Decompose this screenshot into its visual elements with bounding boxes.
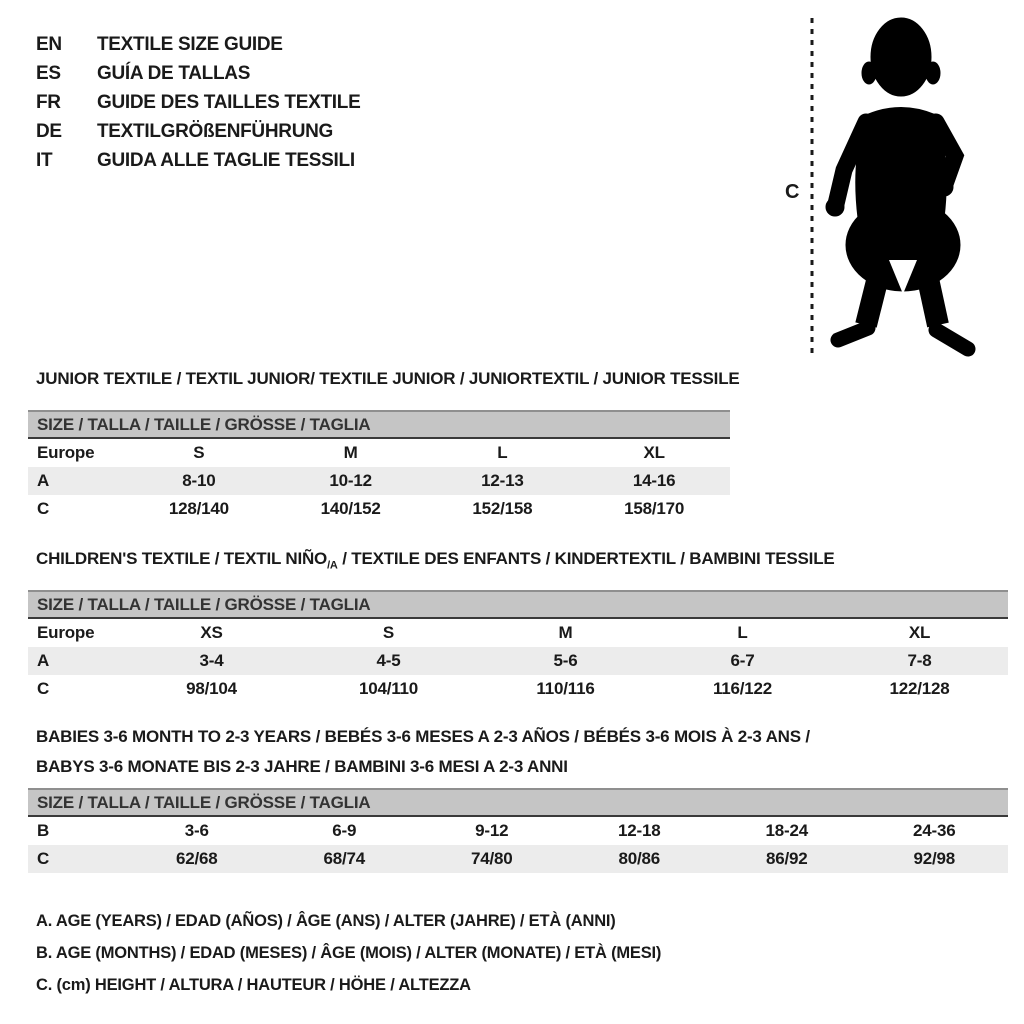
row-label: C xyxy=(37,679,50,698)
junior-size-table xyxy=(28,410,730,523)
language-code: IT xyxy=(36,149,53,171)
table-row-europe xyxy=(28,439,730,467)
table-cell: 18-24 xyxy=(765,821,808,840)
junior-table-body xyxy=(28,437,730,523)
children-table-body xyxy=(28,617,1008,703)
table-cell: 7-8 xyxy=(907,651,932,670)
table-row-europe xyxy=(28,619,1008,647)
table-cell: 104/110 xyxy=(358,679,419,698)
section-title-children-part1: CHILDREN'S TEXTILE / TEXTIL NIÑO xyxy=(36,549,328,568)
table-cell: 116/122 xyxy=(712,679,773,698)
row-label: Europe xyxy=(37,443,95,462)
table-cell: 12-13 xyxy=(481,471,524,490)
section-title-junior: JUNIOR TEXTILE / TEXTIL JUNIOR/ TEXTILE JUNIOR / JUNIORTEXTIL / JUNIOR TESSILE xyxy=(36,369,740,388)
table-cell: 3-6 xyxy=(184,821,209,840)
language-title: GUÍA DE TALLAS xyxy=(97,62,251,84)
language-code: ES xyxy=(36,62,61,84)
table-row-age-months xyxy=(28,817,1008,845)
table-cell: 10-12 xyxy=(329,471,372,490)
height-measure-label: C xyxy=(785,181,800,203)
language-code: FR xyxy=(36,91,61,113)
babies-table-body xyxy=(28,815,1008,873)
language-row-it xyxy=(36,146,360,175)
table-row-age xyxy=(28,467,730,495)
size-header-cell: M xyxy=(558,623,573,642)
table-cell: 158/170 xyxy=(624,499,685,518)
table-cell: 74/80 xyxy=(470,849,513,868)
size-table-header: SIZE / TALLA / TAILLE / GRÖSSE / TAGLIA xyxy=(28,788,1008,815)
table-cell: 24-36 xyxy=(913,821,956,840)
table-cell: 4-5 xyxy=(376,651,401,670)
section-title-babies xyxy=(36,722,810,782)
table-row-height xyxy=(28,845,1008,873)
size-header-cell: XL xyxy=(908,623,931,642)
table-cell: 3-4 xyxy=(199,651,224,670)
size-header-cell: L xyxy=(497,443,508,462)
row-label: Europe xyxy=(37,623,95,642)
language-title: TEXTILE SIZE GUIDE xyxy=(97,33,283,55)
size-header-cell: M xyxy=(343,443,358,462)
children-size-table xyxy=(28,590,1008,703)
table-cell: 8-10 xyxy=(182,471,216,490)
language-code: DE xyxy=(36,120,62,142)
table-cell: 122/128 xyxy=(889,679,950,698)
table-cell: 98/104 xyxy=(186,679,237,698)
table-cell: 6-9 xyxy=(332,821,357,840)
row-label: C xyxy=(37,849,50,868)
row-label: A xyxy=(37,651,50,670)
row-label: A xyxy=(37,471,50,490)
size-header-cell: XS xyxy=(200,623,223,642)
size-header-cell: L xyxy=(737,623,748,642)
size-header-cell: S xyxy=(382,623,395,642)
language-row-es xyxy=(36,59,360,88)
legend-line-a: A. AGE (YEARS) / EDAD (AÑOS) / ÂGE (ANS) / ALTER (JAHRE) / ETÀ (ANNI) xyxy=(36,912,616,930)
table-cell: 86/92 xyxy=(765,849,808,868)
language-row-fr xyxy=(36,88,360,117)
section-title-babies-line2: BABYS 3-6 MONATE BIS 2-3 JAHRE / BAMBINI 3-6 MESI A 2-3 ANNI xyxy=(36,757,568,776)
table-cell: 80/86 xyxy=(618,849,661,868)
size-table-header: SIZE / TALLA / TAILLE / GRÖSSE / TAGLIA xyxy=(28,410,730,437)
table-cell: 128/140 xyxy=(168,499,229,518)
measure-legend xyxy=(36,905,661,1001)
table-cell: 6-7 xyxy=(730,651,755,670)
baby-silhouette-shape xyxy=(826,18,968,349)
legend-line-c: C. (cm) HEIGHT / ALTURA / HAUTEUR / HÖHE / ALTEZZA xyxy=(36,976,471,994)
language-title: TEXTILGRÖßENFÜHRUNG xyxy=(97,120,334,142)
babies-size-table xyxy=(28,788,1008,873)
language-row-de xyxy=(36,117,360,146)
table-row-age xyxy=(28,647,1008,675)
row-label: C xyxy=(37,499,50,518)
size-table-header: SIZE / TALLA / TAILLE / GRÖSSE / TAGLIA xyxy=(28,590,1008,617)
language-list xyxy=(36,30,360,175)
table-cell: 14-16 xyxy=(632,471,676,490)
table-cell: 110/116 xyxy=(536,679,595,698)
language-title: GUIDE DES TAILLES TEXTILE xyxy=(97,91,361,113)
section-title-children-sub: /A xyxy=(327,559,338,572)
table-cell: 68/74 xyxy=(323,849,366,868)
table-cell: 62/68 xyxy=(175,849,218,868)
legend-line-b: B. AGE (MONTHS) / EDAD (MESES) / ÂGE (MOIS) / ALTER (MONATE) / ETÀ (MESI) xyxy=(36,944,662,962)
row-label: B xyxy=(37,821,50,840)
table-cell: 9-12 xyxy=(475,821,509,840)
table-cell: 12-18 xyxy=(618,821,661,840)
section-title-children-part2: / TEXTILE DES ENFANTS / KINDERTEXTIL / BAMBINI TESSILE xyxy=(337,549,835,568)
table-row-height xyxy=(28,675,1008,703)
size-header-cell: XL xyxy=(643,443,665,462)
size-header-cell: S xyxy=(193,443,205,462)
section-title-children xyxy=(36,544,835,580)
table-row-height xyxy=(28,495,730,523)
table-cell: 140/152 xyxy=(320,499,381,518)
table-cell: 5-6 xyxy=(553,651,578,670)
baby-silhouette-icon xyxy=(778,10,988,360)
section-title-babies-line1: BABIES 3-6 MONTH TO 2-3 YEARS / BEBÉS 3-6 MESES A 2-3 AÑOS / BÉBÉS 3-6 MOIS À 2-3 ANS / xyxy=(36,727,810,746)
language-title: GUIDA ALLE TAGLIE TESSILI xyxy=(97,149,355,171)
table-cell: 92/98 xyxy=(913,849,956,868)
language-code: EN xyxy=(36,33,62,55)
table-cell: 152/158 xyxy=(472,499,533,518)
language-row-en xyxy=(36,30,360,59)
